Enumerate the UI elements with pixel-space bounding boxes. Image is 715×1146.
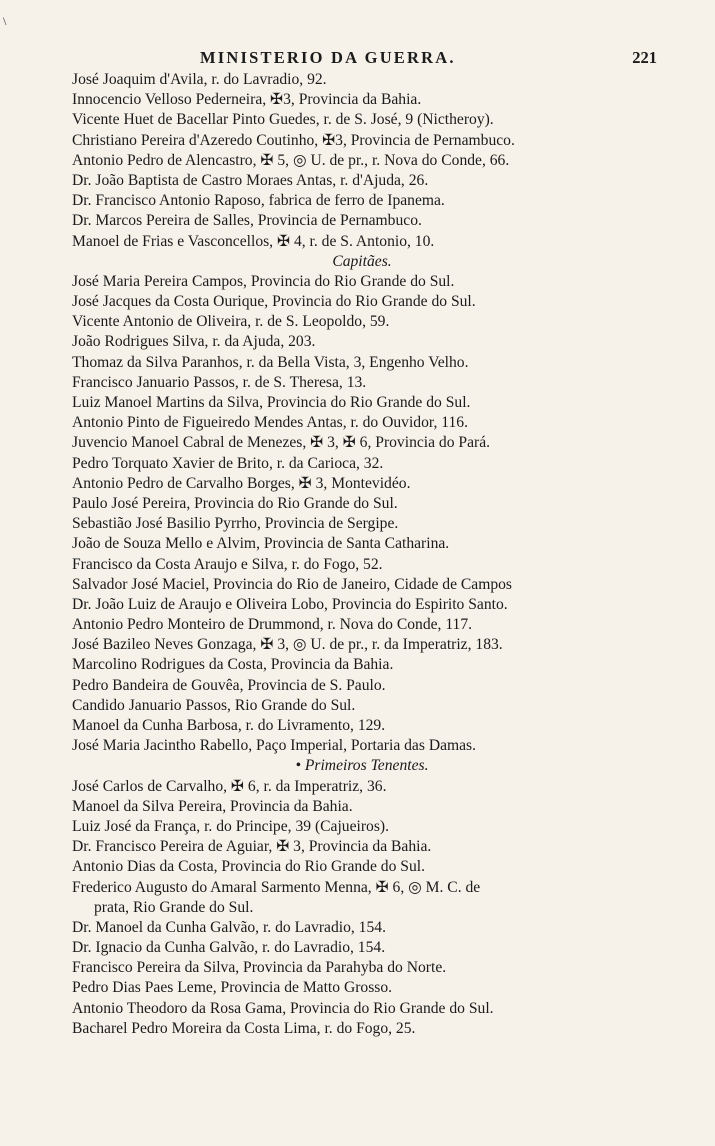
list-item: Antonio Pedro Monteiro de Drummond, r. Nova do Conde, 117. — [72, 616, 473, 634]
section-heading-primeiros-tenentes: • Primeiros Tenentes. — [295, 757, 429, 775]
entries-group-primeiros-tenentes — [72, 777, 672, 878]
list-item: José Bazileo Neves Gonzaga, ✠ 3, ◎ U. de pr., r. da Imperatriz, 183. — [72, 636, 503, 654]
list-item: Manoel de Frias e Vasconcellos, ✠ 4, r. de S. Antonio, 10. — [72, 232, 435, 250]
list-item: Antonio Pedro de Carvalho Borges, ✠ 3, Montevidéo. — [72, 474, 411, 492]
running-head — [200, 48, 657, 70]
list-item: Pedro Bandeira de Gouvêa, Provincia de S. Paulo. — [72, 676, 386, 694]
list-item: Sebastião José Basilio Pyrrho, Provincia de Sergipe. — [72, 515, 399, 533]
entries-group-capitaes — [72, 272, 672, 757]
list-item: João de Souza Mello e Alvim, Provincia de Santa Catharina. — [72, 535, 450, 553]
list-item: Luiz Manoel Martins da Silva, Provincia do Rio Grande do Sul. — [72, 394, 471, 411]
list-item: Antonio Dias da Costa, Provincia do Rio Grande do Sul. — [72, 858, 425, 876]
list-item: Dr. Francisco Pereira de Aguiar, ✠ 3, Provincia da Bahia. — [72, 838, 432, 856]
list-item: Candido Januario Passos, Rio Grande do Sul. — [72, 696, 356, 714]
list-item — [72, 878, 672, 918]
list-item: Francisco Januario Passos, r. de S. Theresa, 13. — [72, 373, 367, 391]
list-item: José Joaquim d'Avila, r. do Lavradio, 92. — [72, 71, 327, 88]
list-item: José Jacques da Costa Ourique, Provincia do Rio Grande do Sul. — [72, 293, 476, 311]
list-item: Juvencio Manoel Cabral de Menezes, ✠ 3, ✠ 6, Provincia do Pará. — [72, 434, 491, 452]
list-item: José Maria Jacintho Rabello, Paço Imperial, Portaria das Damas. — [72, 737, 477, 755]
list-item: Vicente Antonio de Oliveira, r. de S. Leopoldo, 59. — [72, 313, 390, 331]
entry-continuation: prata, Rio Grande do Sul. — [94, 898, 254, 916]
list-item: Marcolino Rodrigues da Costa, Provincia da Bahia. — [72, 656, 394, 674]
list-item: José Maria Pereira Campos, Provincia do Rio Grande do Sul. — [72, 272, 455, 290]
list-item: Manoel da Cunha Barbosa, r. do Livramento, 129. — [72, 717, 386, 734]
list-item: Antonio Pedro de Alencastro, ✠ 5, ◎ U. de pr., r. Nova do Conde, 66. — [72, 151, 510, 169]
list-item: Francisco Pereira da Silva, Provincia da Parahyba do Norte. — [72, 959, 447, 977]
page-number: 221 — [632, 48, 657, 67]
list-item: José Carlos de Carvalho, ✠ 6, r. da Imperatriz, 36. — [72, 777, 387, 795]
list-item: Paulo José Pereira, Provincia do Rio Grande do Sul. — [72, 494, 398, 512]
list-item: Dr. Marcos Pereira de Salles, Provincia de Pernambuco. — [72, 212, 422, 230]
list-item: Thomaz da Silva Paranhos, r. da Bella Vista, 3, Engenho Velho. — [72, 353, 469, 371]
entry-text: Frederico Augusto do Amaral Sarmento Menna, ✠ 6, ◎ M. C. de — [72, 878, 481, 896]
list-item: Dr. João Baptista de Castro Moraes Antas, r. d'Ajuda, 26. — [72, 171, 429, 189]
list-item: Dr. Manoel da Cunha Galvão, r. do Lavradio, 154. — [72, 918, 386, 936]
list-item: Antonio Theodoro da Rosa Gama, Provincia do Rio Grande do Sul. — [72, 999, 494, 1017]
margin-mark: \ — [3, 14, 7, 28]
entries-list — [72, 70, 672, 1039]
entries-group-primeiros-tenentes-cont — [72, 918, 672, 1039]
list-item: Antonio Pinto de Figueiredo Mendes Antas, r. do Ouvidor, 116. — [72, 414, 468, 432]
list-item: Pedro Torquato Xavier de Brito, r. da Carioca, 32. — [72, 454, 384, 472]
list-item: Francisco da Costa Araujo e Silva, r. do Fogo, 52. — [72, 555, 383, 573]
section-heading-capitaes: Capitães. — [332, 252, 392, 270]
list-item: Innocencio Velloso Pederneira, ✠3, Provincia da Bahia. — [72, 91, 422, 109]
list-item: Salvador José Maciel, Provincia do Rio de Janeiro, Cidade de Campos — [72, 575, 512, 593]
list-item: Bacharel Pedro Moreira da Costa Lima, r. do Fogo, 25. — [72, 1019, 416, 1037]
list-item: Dr. Ignacio da Cunha Galvão, r. do Lavradio, 154. — [72, 939, 386, 957]
list-item: João Rodrigues Silva, r. da Ajuda, 203. — [72, 333, 316, 351]
section-heading-label: Primeiros Tenentes. — [304, 757, 429, 775]
list-item: Luiz José da França, r. do Principe, 39 (Cajueiros). — [72, 817, 389, 835]
entries-group-officers — [72, 70, 672, 252]
list-item: Manoel da Silva Pereira, Provincia da Bahia. — [72, 797, 353, 815]
list-item: Dr. João Luiz de Araujo e Oliveira Lobo, Provincia do Espirito Santo. — [72, 595, 508, 613]
running-title: MINISTERIO DA GUERRA. — [200, 48, 456, 67]
list-item: Pedro Dias Paes Leme, Provincia de Matto Grosso. — [72, 979, 393, 997]
list-item: Vicente Huet de Bacellar Pinto Guedes, r. de S. José, 9 (Nictheroy). — [72, 111, 494, 129]
list-item: Dr. Francisco Antonio Raposo, fabrica de ferro de Ipanema. — [72, 192, 445, 210]
list-item: Christiano Pereira d'Azeredo Coutinho, ✠3, Provincia de Pernambuco. — [72, 131, 515, 149]
